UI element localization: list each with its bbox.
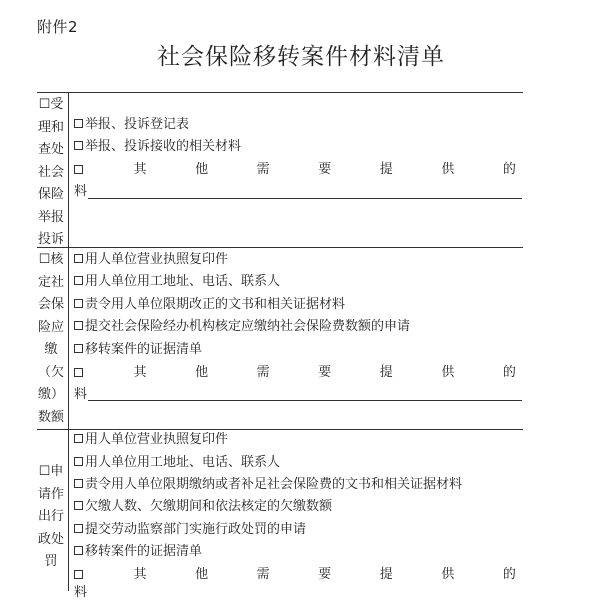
- checkbox[interactable]: [74, 299, 83, 308]
- fill-in-line[interactable]: [88, 400, 522, 401]
- table-top-border: [37, 92, 523, 93]
- list-item: [74, 431, 228, 449]
- item-label: 举报、投诉接收的相关材料: [85, 139, 242, 154]
- list-item: [74, 476, 462, 494]
- other-word: 提: [379, 162, 393, 177]
- other-word: 其: [133, 567, 147, 582]
- section-category: [36, 249, 66, 429]
- item-label: 举报、投诉登记表: [85, 117, 190, 132]
- list-item: [74, 273, 280, 291]
- list-item: [74, 454, 280, 472]
- list-item: [74, 138, 241, 156]
- category-line: 举报: [37, 209, 64, 225]
- other-word: 要: [318, 162, 332, 177]
- other-word: 其: [133, 365, 147, 380]
- category-line: 政处: [37, 531, 64, 547]
- list-item: [74, 116, 189, 134]
- item-label: 欠缴人数、欠缴期间和依法核定的欠缴数额: [85, 499, 333, 514]
- other-word: 需: [256, 162, 270, 177]
- other-word: 提: [379, 567, 393, 582]
- item-label: 责令用人单位限期改正的文书和相关证据材料: [85, 297, 346, 312]
- list-item: [74, 521, 306, 539]
- page-title: 社会保险移转案件材料清单: [157, 44, 445, 70]
- checkbox[interactable]: [74, 524, 83, 533]
- category-line: 定社: [37, 274, 64, 290]
- item-label: 提交劳动监察部门实施行政处罚的申请: [85, 522, 307, 537]
- item-label: 移转案件的证据清单: [85, 342, 203, 357]
- category-line: ☐申: [38, 464, 64, 479]
- section-category: [36, 461, 66, 574]
- checkbox[interactable]: [74, 165, 83, 174]
- category-line: 理和: [37, 119, 64, 135]
- other-word: 的: [502, 162, 516, 177]
- checkbox[interactable]: [74, 119, 83, 128]
- other-materials-tail: 料: [74, 387, 88, 402]
- category-line: 缴: [44, 342, 58, 357]
- other-word: 需: [256, 567, 270, 582]
- other-word: 的: [502, 567, 516, 582]
- item-label: 用人单位用工地址、电话、联系人: [85, 455, 281, 470]
- list-item: [74, 318, 410, 336]
- category-line: 缴）: [37, 387, 64, 402]
- other-materials-tail: 料: [74, 585, 88, 600]
- checkbox[interactable]: [74, 570, 83, 579]
- other-materials-row: [74, 566, 516, 584]
- checkbox[interactable]: [74, 321, 83, 330]
- category-line: 罚: [44, 554, 58, 569]
- other-word: 其: [133, 162, 147, 177]
- other-word: 的: [502, 365, 516, 380]
- category-line: （欠: [37, 364, 64, 380]
- table-row-divider: [37, 247, 523, 248]
- section-category: [36, 94, 66, 252]
- category-line: 出行: [37, 509, 64, 524]
- list-item: [74, 251, 228, 269]
- checkbox[interactable]: [74, 546, 83, 555]
- other-materials-row: [74, 364, 516, 382]
- fill-in-line[interactable]: [88, 198, 522, 199]
- other-word: 供: [441, 365, 455, 380]
- checkbox[interactable]: [74, 434, 83, 443]
- item-label: 责令用人单位限期缴纳或者补足社会保险费的文书和相关证据材料: [85, 477, 463, 492]
- list-item: [74, 296, 345, 314]
- category-line: ☐受: [38, 97, 64, 112]
- list-item: [74, 341, 202, 359]
- other-word: 供: [441, 567, 455, 582]
- category-line: 会保: [37, 297, 64, 312]
- checkbox[interactable]: [74, 501, 83, 510]
- table-row-divider: [37, 429, 523, 430]
- item-label: 用人单位用工地址、电话、联系人: [85, 274, 281, 289]
- category-line: 投诉: [37, 232, 64, 247]
- item-label: 用人单位营业执照复印件: [85, 252, 229, 267]
- checkbox[interactable]: [74, 368, 83, 377]
- other-word: 供: [441, 162, 455, 177]
- list-item: [74, 498, 332, 516]
- list-item: [74, 543, 202, 561]
- other-word: 他: [195, 567, 209, 582]
- category-line: 请作: [37, 486, 64, 502]
- item-label: 移转案件的证据清单: [85, 544, 203, 559]
- other-materials-row: [74, 161, 516, 179]
- checkbox[interactable]: [74, 141, 83, 150]
- category-line: 数额: [37, 409, 64, 425]
- checkbox[interactable]: [74, 457, 83, 466]
- category-line: 查处: [37, 142, 64, 157]
- other-word: 他: [195, 162, 209, 177]
- other-word: 提: [379, 365, 393, 380]
- checkbox[interactable]: [74, 344, 83, 353]
- other-materials-tail: 料: [74, 184, 88, 199]
- item-label: 提交社会保险经办机构核定应缴纳社会保险费数额的申请: [85, 319, 411, 334]
- category-line: 险应: [37, 319, 64, 335]
- checkbox[interactable]: [74, 254, 83, 263]
- attachment-label: 附件2: [37, 18, 79, 36]
- category-line: 社会: [37, 164, 64, 180]
- checkbox[interactable]: [74, 479, 83, 488]
- checkbox[interactable]: [74, 276, 83, 285]
- other-word: 要: [318, 567, 332, 582]
- item-label: 用人单位营业执照复印件: [85, 432, 229, 447]
- category-line: ☐核: [38, 252, 64, 267]
- table-column-divider: [68, 92, 69, 591]
- other-word: 要: [318, 365, 332, 380]
- category-line: 保险: [37, 187, 64, 202]
- other-word: 他: [195, 365, 209, 380]
- other-word: 需: [256, 365, 270, 380]
